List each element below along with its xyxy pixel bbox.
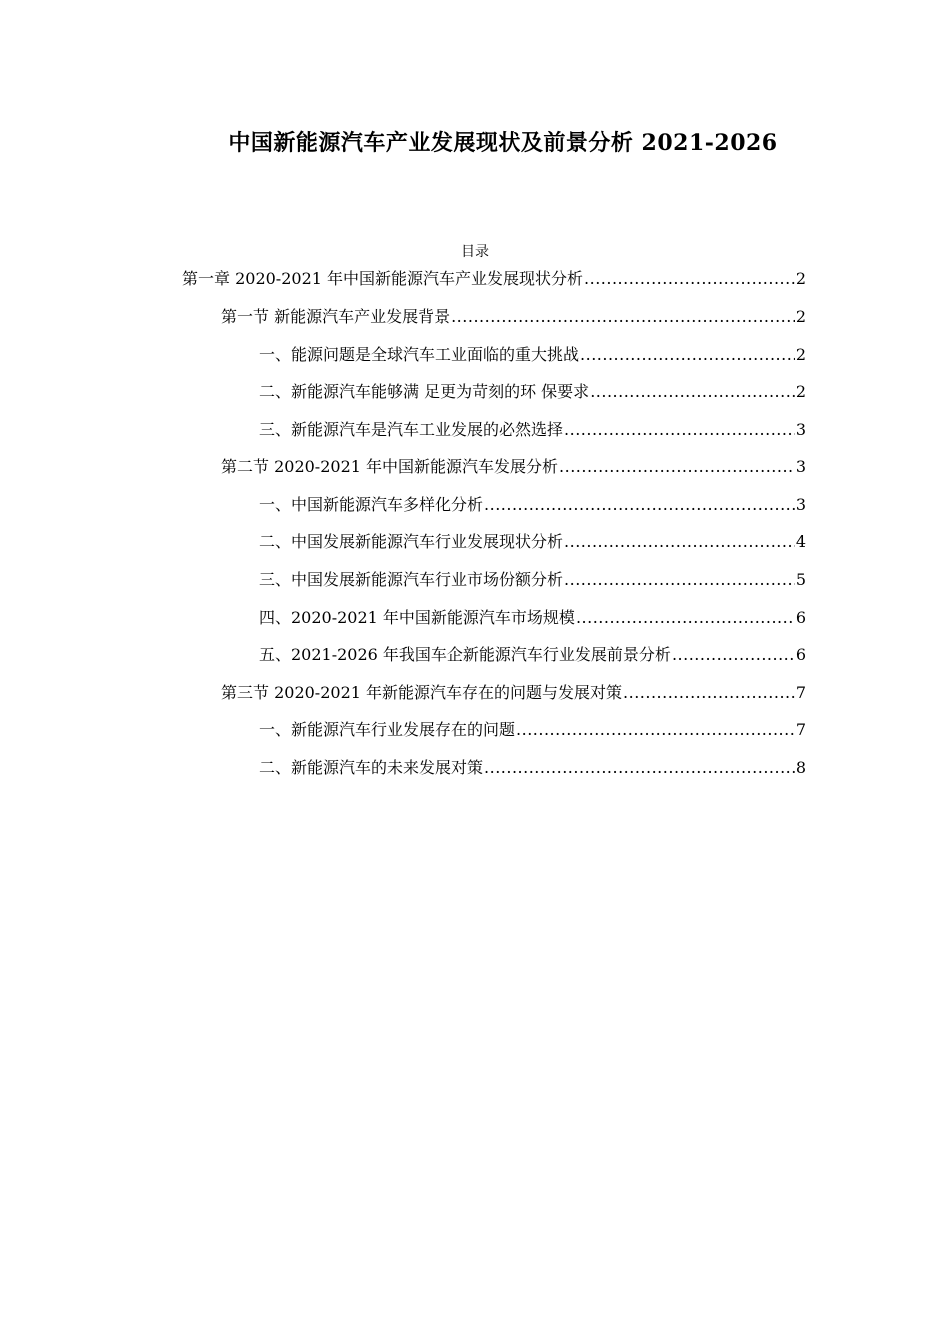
toc-entry-label: 三、新能源汽车是汽车工业发展的必然选择 xyxy=(259,420,564,439)
toc-leader-dots xyxy=(564,528,795,556)
toc-entry-label: 一、新能源汽车行业发展存在的问题 xyxy=(259,720,516,739)
toc-entry-item-1-1-1[interactable] xyxy=(259,341,806,369)
toc-entry-label: 第二节 2020-2021 年中国新能源汽车发展分析 xyxy=(221,457,559,476)
toc-page-number: 6 xyxy=(795,608,806,627)
toc-entry-label: 第三节 2020-2021 年新能源汽车存在的问题与发展对策 xyxy=(221,683,623,702)
toc-entry-item-1-2-1[interactable] xyxy=(259,491,806,519)
toc-entry-item-1-3-1[interactable] xyxy=(259,716,806,744)
toc-leader-dots xyxy=(564,566,795,594)
toc-page-number: 2 xyxy=(795,307,806,326)
toc-page-number: 7 xyxy=(795,720,806,739)
toc-page-number: 2 xyxy=(795,382,806,401)
toc-page-number: 3 xyxy=(795,457,806,476)
toc-entry-item-1-2-4[interactable] xyxy=(259,604,806,632)
toc-leader-dots xyxy=(584,265,795,293)
toc-page-number: 3 xyxy=(795,420,806,439)
toc-entry-label: 第一节 新能源汽车产业发展背景 xyxy=(221,307,451,326)
toc-entry-item-1-1-2[interactable] xyxy=(259,378,806,406)
toc-page-number: 2 xyxy=(795,345,806,364)
toc-entry-label: 五、2021-2026 年我国车企新能源汽车行业发展前景分析 xyxy=(259,645,671,664)
toc-entry-label: 二、新能源汽车的未来发展对策 xyxy=(259,758,484,777)
toc-leader-dots xyxy=(516,716,795,744)
toc-entry-label: 二、中国发展新能源汽车行业发展现状分析 xyxy=(259,532,564,551)
toc-leader-dots xyxy=(576,604,795,632)
toc-page-number: 4 xyxy=(795,532,806,551)
toc-heading: 目录 xyxy=(461,244,489,260)
toc-leader-dots xyxy=(559,453,795,481)
toc-entry-section-1-3[interactable] xyxy=(221,679,806,707)
toc-page-number: 6 xyxy=(795,645,806,664)
toc-entry-section-1-1[interactable] xyxy=(221,303,806,331)
toc-leader-dots xyxy=(590,378,795,406)
document-title: 中国新能源汽车产业发展现状及前景分析 2021-2026 xyxy=(228,130,778,156)
toc-leader-dots xyxy=(672,641,795,669)
toc-entry-item-1-1-3[interactable] xyxy=(259,416,806,444)
toc-leader-dots xyxy=(451,303,795,331)
toc-leader-dots xyxy=(484,754,795,782)
toc-entry-chapter-1[interactable] xyxy=(182,265,806,293)
toc-page-number: 5 xyxy=(795,570,806,589)
toc-entry-item-1-2-5[interactable] xyxy=(259,641,806,669)
toc-page-number: 2 xyxy=(795,269,806,288)
toc-entry-label: 第一章 2020-2021 年中国新能源汽车产业发展现状分析 xyxy=(182,269,584,288)
toc-entry-label: 二、新能源汽车能够满 足更为苛刻的环 保要求 xyxy=(259,382,590,401)
toc-page-number: 7 xyxy=(795,683,806,702)
toc-leader-dots xyxy=(564,416,795,444)
toc-entry-label: 三、中国发展新能源汽车行业市场份额分析 xyxy=(259,570,564,589)
toc-leader-dots xyxy=(580,341,795,369)
toc-leader-dots xyxy=(623,679,795,707)
toc-entry-item-1-2-2[interactable] xyxy=(259,528,806,556)
toc-entry-label: 一、能源问题是全球汽车工业面临的重大挑战 xyxy=(259,345,580,364)
toc-entry-label: 四、2020-2021 年中国新能源汽车市场规模 xyxy=(259,608,575,627)
toc-entry-label: 一、中国新能源汽车多样化分析 xyxy=(259,495,484,514)
toc-entry-item-1-2-3[interactable] xyxy=(259,566,806,594)
toc-page-number: 3 xyxy=(795,495,806,514)
toc-page-number: 8 xyxy=(795,758,806,777)
toc-leader-dots xyxy=(484,491,795,519)
toc-entry-item-1-3-2[interactable] xyxy=(259,754,806,782)
toc-entry-section-1-2[interactable] xyxy=(221,453,806,481)
